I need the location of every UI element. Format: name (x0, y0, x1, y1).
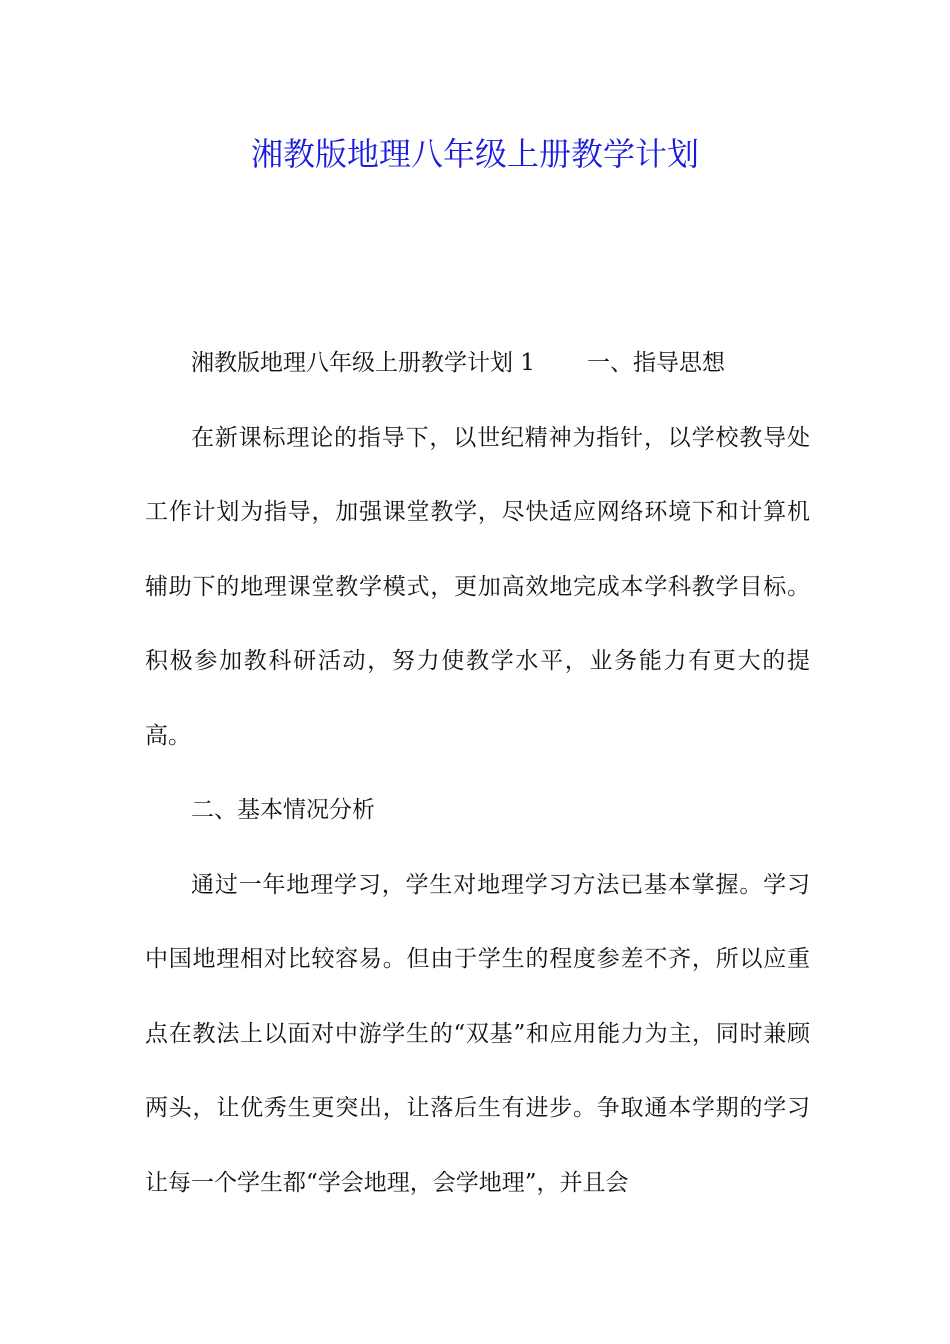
plan-heading: 湘教版地理八年级上册教学计划 1 (191, 350, 535, 376)
document-title: 湘教版地理八年级上册教学计划 (250, 135, 699, 173)
section-heading-situation-analysis: 二、基本情况分析 (191, 797, 375, 823)
section-heading-guiding-ideas: 一、指导思想 (586, 350, 725, 376)
paragraph-guiding-ideas: 在新课标理论的指导下，以世纪精神为指针，以学校教导处工作计划为指导，加强课堂教学，尽快适应网络环境下和计算机辅助下的地理课堂教学模式，更加高效地完成本学科教学目标。积极参加教科研活动，努力使教学水平，业务能力有更大的提高。 (145, 424, 810, 749)
paragraph-situation-analysis: 通过一年地理学习，学生对地理学习方法已基本掌握。学习中国地理相对比较容易。但由于学生的程度参差不齐，所以应重点在教法上以面对中游学生的“双基”和应用能力为主，同时兼顾两头，让优秀生更突出，让落后生有进步。争取通本学期的学习让每一个学生都“学会地理，会学地理”，并且会 (145, 871, 810, 1196)
heading-line (145, 326, 810, 401)
document-body (145, 326, 810, 1220)
